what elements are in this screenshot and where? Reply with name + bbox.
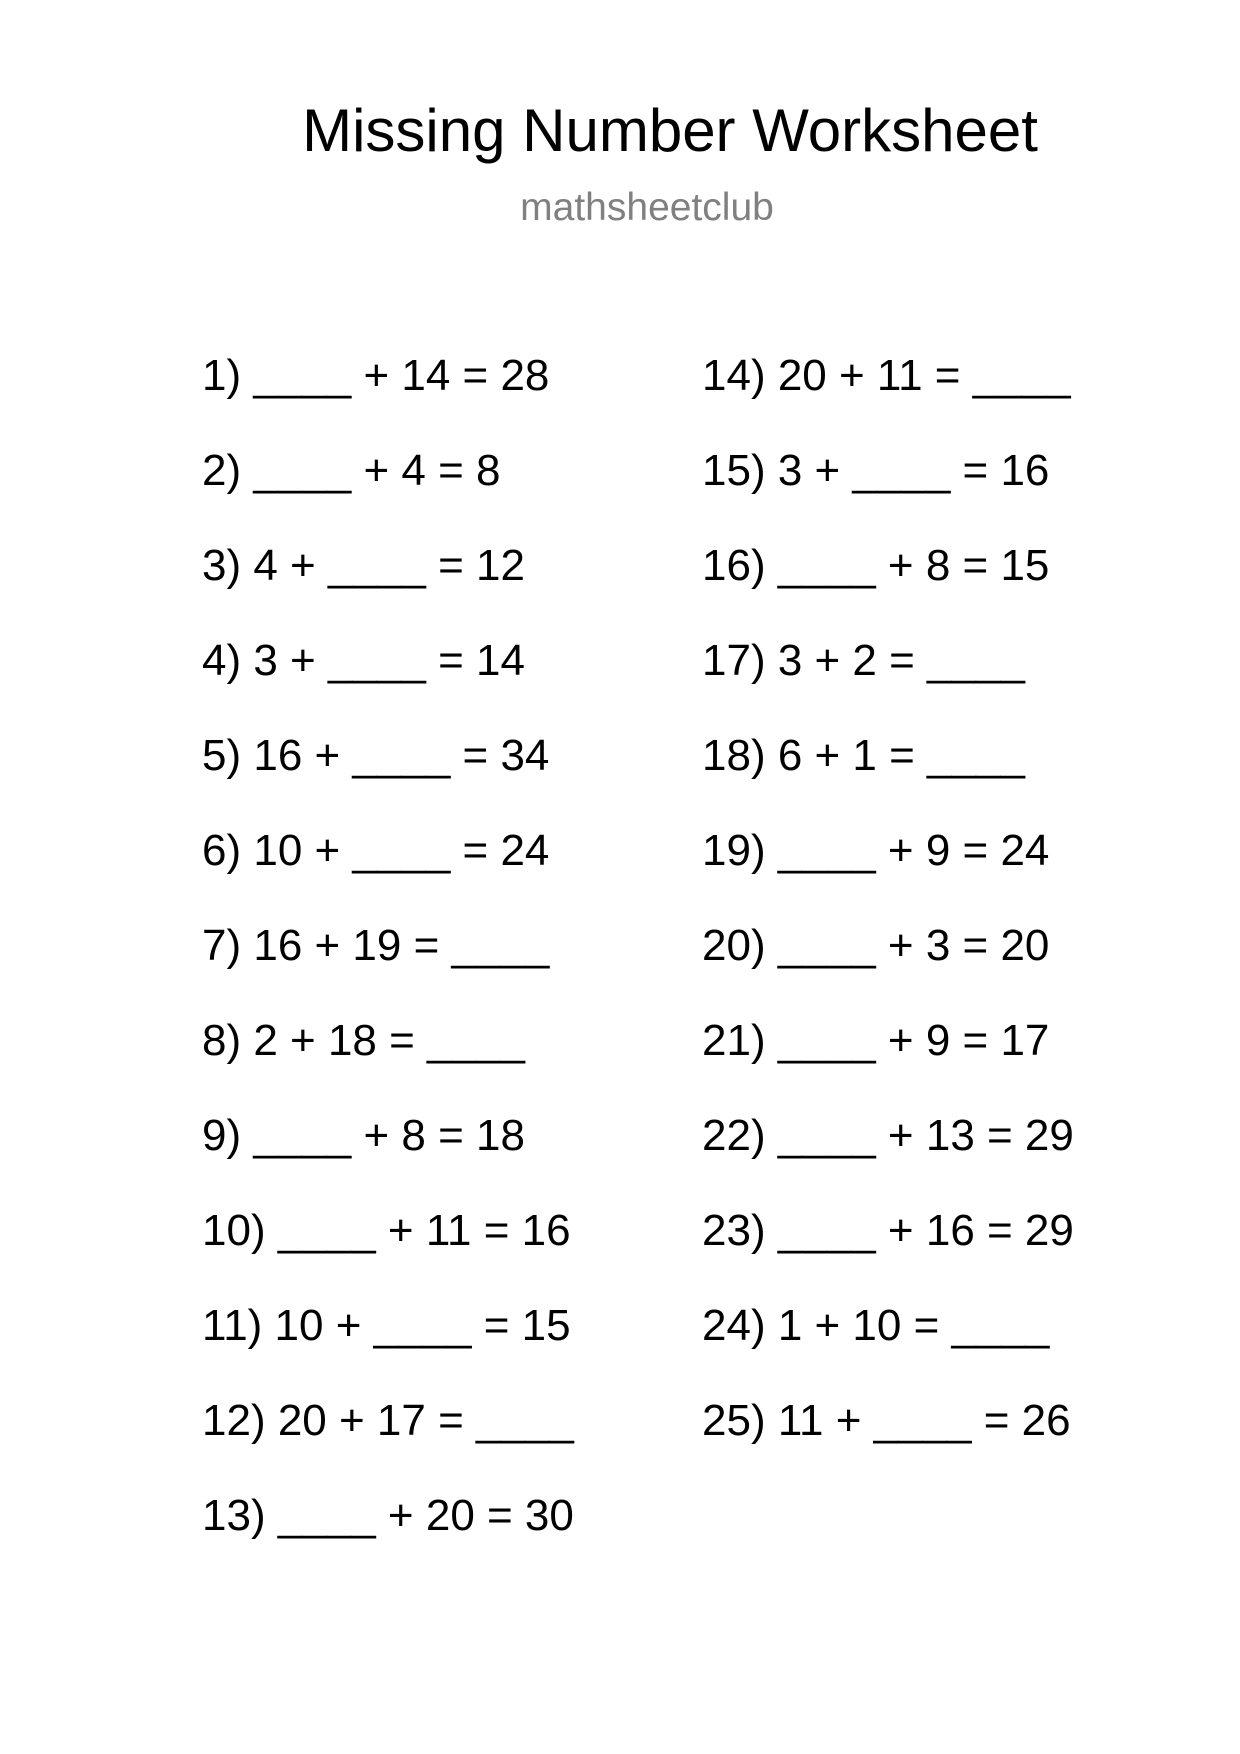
problem-3: 3) 4 + ____ = 12: [202, 541, 525, 590]
problem-8: 8) 2 + 18 = ____: [202, 1016, 525, 1065]
problem-5: 5) 16 + ____ = 34: [202, 731, 550, 780]
problem-6: 6) 10 + ____ = 24: [202, 826, 550, 875]
problem-24: 24) 1 + 10 = ____: [702, 1301, 1050, 1350]
worksheet-subtitle: mathsheetclub: [520, 186, 774, 229]
problem-14: 14) 20 + 11 = ____: [702, 351, 1071, 400]
problem-22: 22) ____ + 13 = 29: [702, 1111, 1074, 1160]
problem-16: 16) ____ + 8 = 15: [702, 541, 1050, 590]
problem-13: 13) ____ + 20 = 30: [202, 1491, 574, 1540]
problem-17: 17) 3 + 2 = ____: [702, 636, 1025, 685]
problem-21: 21) ____ + 9 = 17: [702, 1016, 1050, 1065]
problem-11: 11) 10 + ____ = 15: [202, 1301, 571, 1350]
problem-15: 15) 3 + ____ = 16: [702, 446, 1050, 495]
problem-18: 18) 6 + 1 = ____: [702, 731, 1025, 780]
problem-4: 4) 3 + ____ = 14: [202, 636, 525, 685]
problem-10: 10) ____ + 11 = 16: [202, 1206, 571, 1255]
problem-23: 23) ____ + 16 = 29: [702, 1206, 1074, 1255]
problem-25: 25) 11 + ____ = 26: [702, 1396, 1071, 1445]
problem-7: 7) 16 + 19 = ____: [202, 921, 550, 970]
worksheet-title: Missing Number Worksheet: [302, 97, 1038, 164]
problem-20: 20) ____ + 3 = 20: [702, 921, 1050, 970]
problem-12: 12) 20 + 17 = ____: [202, 1396, 574, 1445]
problem-column-left: [202, 350, 574, 1585]
problem-2: 2) ____ + 4 = 8: [202, 446, 501, 495]
problem-9: 9) ____ + 8 = 18: [202, 1111, 525, 1160]
problem-19: 19) ____ + 9 = 24: [702, 826, 1050, 875]
problem-1: 1) ____ + 14 = 28: [202, 351, 550, 400]
problem-column-right: [702, 350, 1074, 1490]
